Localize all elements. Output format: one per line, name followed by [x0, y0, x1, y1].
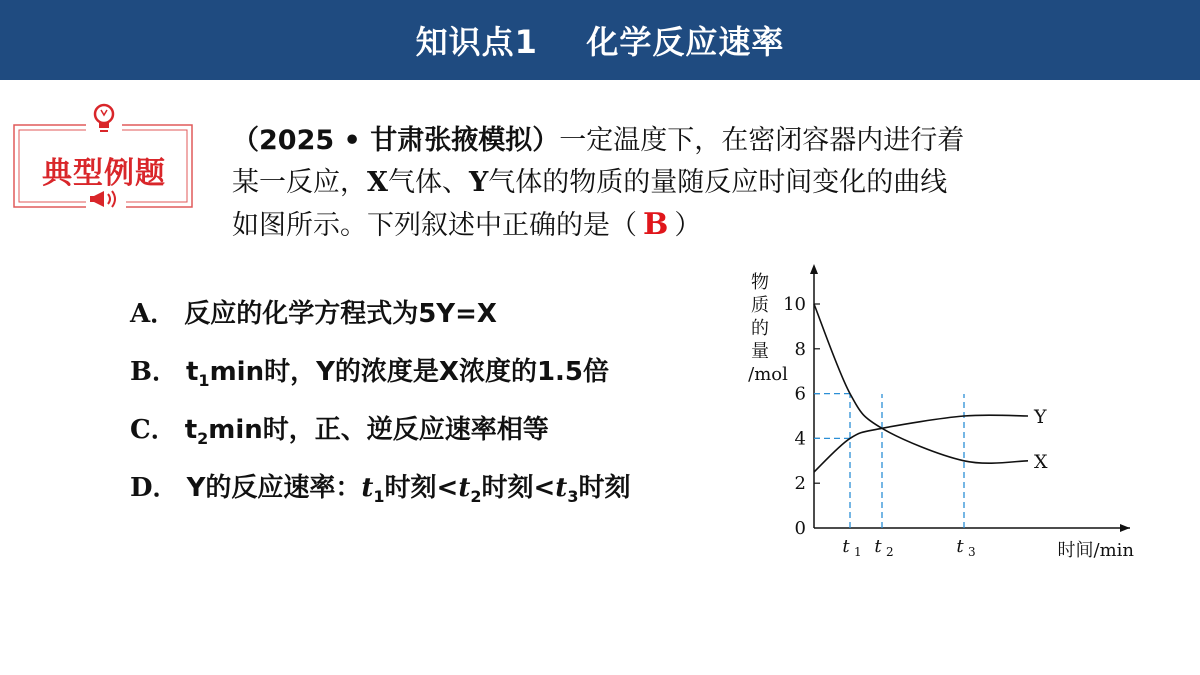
option-subscript: 2	[470, 487, 482, 507]
option-text: 反应的化学方程式为5Y=X	[184, 299, 497, 329]
x-axis-label: 时间/min	[1057, 540, 1134, 561]
series-line-x	[814, 304, 1028, 463]
option-b[interactable]	[130, 350, 730, 408]
y-axis-label: /mol	[748, 364, 788, 385]
question-close-paren: ）	[674, 210, 702, 241]
y-axis-label: 量	[751, 341, 769, 362]
y-tick-label: 2	[794, 473, 806, 495]
y-axis-label: 物	[751, 272, 769, 293]
badge-label: 典型例题	[42, 156, 166, 191]
option-letter: C．	[130, 415, 177, 445]
y-axis-label: 质	[751, 295, 769, 316]
x-tick-label: t	[874, 536, 882, 557]
x-axis-arrow	[1120, 524, 1130, 532]
question-line-2-pre: 某一反应，	[232, 167, 367, 198]
option-symbol: t	[555, 473, 568, 503]
option-d[interactable]	[130, 466, 730, 524]
option-subscript: 2	[197, 429, 209, 449]
question-line-2-rest: 气体的物质的量随反应时间变化的曲线	[488, 167, 948, 198]
y-tick-label: 8	[794, 338, 806, 360]
y-tick-label: 0	[794, 518, 806, 539]
y-tick-label: 6	[794, 383, 806, 405]
option-subscript: 3	[567, 487, 579, 507]
x-tick-label: t	[842, 536, 850, 557]
option-subscript: 1	[198, 371, 210, 391]
answer-options	[130, 292, 730, 524]
x-tick-label: t	[956, 536, 964, 557]
x-tick-subscript: 3	[968, 545, 976, 559]
y-tick-label: 10	[783, 294, 806, 315]
series-label-x: X	[1034, 450, 1048, 473]
option-symbol: t	[184, 415, 198, 445]
option-text: Y的反应速率：	[186, 473, 362, 503]
question-source: （2025 • 甘肃张掖模拟）	[232, 125, 560, 156]
gas-y-label: Y	[468, 167, 489, 198]
series-label-y: Y	[1034, 406, 1047, 428]
option-text: min时，正、逆反应速率相等	[208, 415, 549, 445]
y-axis-label: 的	[751, 318, 769, 339]
example-badge	[12, 100, 196, 212]
option-letter: A．	[130, 299, 177, 329]
option-text: 时刻<	[481, 473, 556, 503]
y-tick-label: 4	[794, 428, 806, 450]
option-symbol: t	[458, 473, 471, 503]
x-tick-subscript: 2	[886, 545, 894, 559]
option-text: min时，Y的浓度是X浓度的1.5倍	[209, 357, 610, 387]
question-text	[232, 120, 1112, 247]
question-line-3	[232, 204, 1112, 247]
slide-title: 知识点1 化学反应速率	[415, 23, 785, 61]
option-a[interactable]	[130, 292, 730, 350]
option-c[interactable]	[130, 408, 730, 466]
question-line-3-text: 如图所示。下列叙述中正确的是（	[232, 210, 637, 241]
question-line-1-text: 一定温度下，在密闭容器内进行着	[559, 125, 965, 156]
question-line-2-mid: 气体、	[387, 167, 469, 198]
x-tick-subscript: 1	[854, 545, 862, 559]
answer-mark: B	[643, 207, 669, 242]
option-letter: B．	[130, 357, 178, 387]
option-symbol: t	[361, 473, 374, 503]
option-subscript: 1	[373, 487, 385, 507]
option-text: 时刻	[578, 473, 631, 503]
slide-header	[0, 0, 1200, 80]
question-line-1	[232, 120, 1112, 162]
question-line-2	[232, 162, 1112, 204]
option-letter: D．	[130, 473, 179, 503]
y-axis-arrow	[810, 264, 818, 274]
amount-vs-time-chart	[740, 262, 1150, 572]
gas-x-label: X	[367, 167, 388, 198]
option-text: 时刻<	[384, 473, 459, 503]
option-symbol: t	[185, 357, 199, 387]
